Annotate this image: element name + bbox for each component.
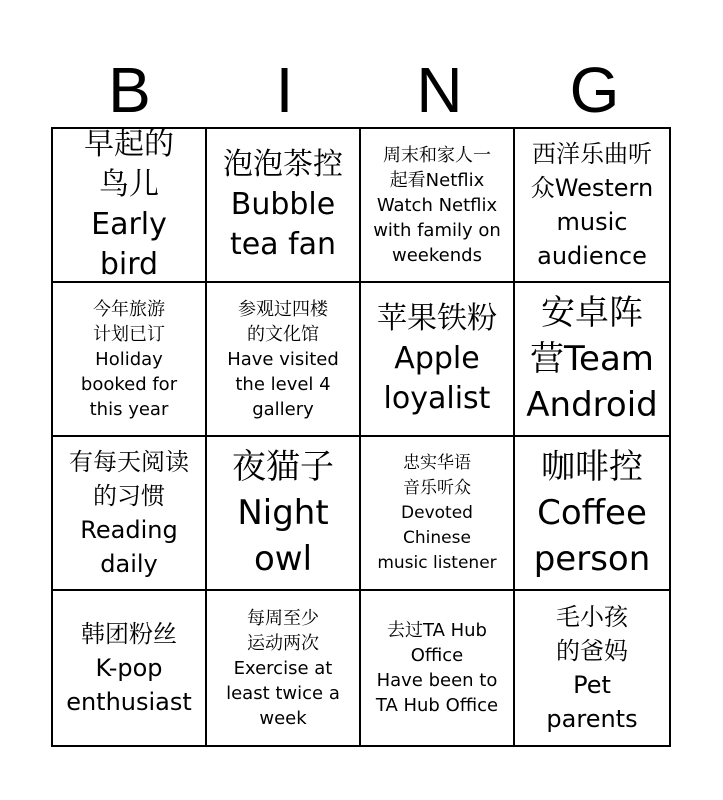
bingo-cell[interactable] [361, 129, 515, 283]
bingo-cell[interactable] [53, 437, 207, 591]
bingo-cell[interactable] [361, 283, 515, 437]
cell-text: 参观过四楼 的文化馆 Have visited the level 4 gallery [227, 298, 339, 420]
cell-text: 苹果铁粉 Apple loyalist [377, 301, 497, 416]
bingo-cell[interactable] [207, 591, 361, 745]
bingo-cell[interactable] [207, 437, 361, 591]
bingo-cell[interactable] [515, 591, 669, 745]
cell-text: 周末和家人一 起看Netflix Watch Netflix with family on weekends [373, 144, 501, 266]
header-letter-b: B [108, 54, 151, 126]
header-letter-n: N [416, 54, 463, 126]
bingo-cell[interactable] [207, 129, 361, 283]
bingo-header [52, 55, 672, 125]
bingo-cell[interactable] [53, 283, 207, 437]
cell-text: 西洋乐曲听 众Western music audience [530, 140, 654, 270]
cell-text: 韩团粉丝 K-pop enthusiast [66, 620, 192, 716]
cell-text: 每周至少 运动两次 Exercise at least twice a week [226, 607, 340, 729]
cell-text: 咖啡控 Coffee person [533, 447, 651, 579]
cell-text: 今年旅游 计划已订 Holiday booked for this year [80, 298, 178, 420]
header-letter-g: G [569, 54, 620, 126]
bingo-cell[interactable] [515, 129, 669, 283]
bingo-board [51, 127, 671, 747]
bingo-cell[interactable] [53, 129, 207, 283]
bingo-cell[interactable] [361, 591, 515, 745]
cell-text: 安卓阵 营Team Android [526, 293, 658, 425]
cell-text: 忠实华语 音乐听众 Devoted Chinese music listener [377, 452, 497, 573]
header-letter-i: I [275, 54, 294, 126]
cell-text: 毛小孩 的爸妈 Pet parents [546, 603, 638, 733]
bingo-cell[interactable] [207, 283, 361, 437]
cell-text: 泡泡茶控 Bubble tea fan [223, 147, 343, 262]
bingo-cell[interactable] [515, 283, 669, 437]
cell-text: 去过TA Hub Office Have been to TA Hub Office [375, 620, 499, 716]
bingo-cell[interactable] [53, 591, 207, 745]
bingo-cell[interactable] [515, 437, 669, 591]
cell-text: 夜猫子 Night owl [232, 447, 334, 579]
bingo-cell[interactable] [361, 437, 515, 591]
cell-text: 有每天阅读 的习惯 Reading daily [69, 448, 189, 578]
cell-text: 早起的 鸟儿 Early bird [84, 129, 174, 282]
